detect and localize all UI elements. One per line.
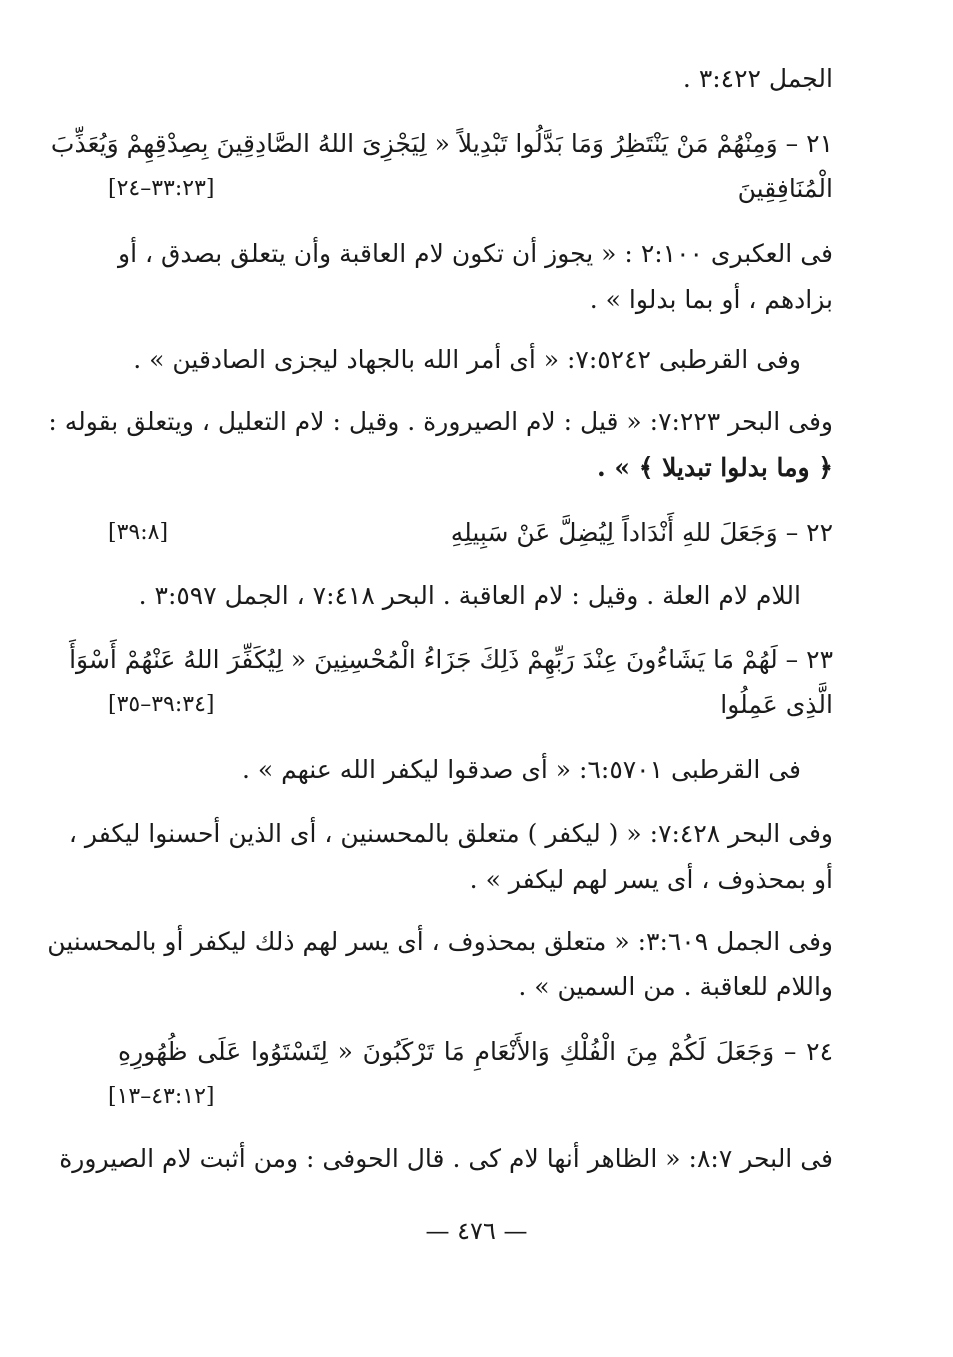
verse-22-reference: [٣٩:٨] [108, 520, 169, 545]
text-line: فى البحر ٨:٧: « الظاهر أنها لام كى . قال الحوفى : ومن أثبت لام الصيرورة [59, 1144, 833, 1173]
verse-23-line-2: الَّذِى عَمِلُوا [720, 690, 833, 719]
page-number: — ٤٧٦ — [425, 1217, 528, 1245]
text-line: ﴿ وما بدلوا تبديلا ﴾ » . [597, 453, 833, 482]
text-line: اللام لام العلة . وقيل : لام العاقبة . البحر ٧:٤١٨ ، الجمل ٣:٥٩٧ . [138, 581, 801, 610]
verse-21-line-1: ٢١ – وَمِنْهُمْ مَنْ يَنْتَظِرُ وَمَا بَدَّلُوا تَبْدِيلاً « لِيَجْزِىَ اللهُ الصَّادِقِينَ بِصِدْقِهِمْ وَيُعَذِّبَ [50, 129, 833, 158]
text-line: وفى القرطبى ٧:٥٢٤٢: « أى أمر الله بالجهاد ليجزى الصادقين » . [133, 345, 801, 374]
text-line: بزادهم ، أو بما بدلوا » . [589, 285, 833, 314]
verse-23-reference: [٣٩:٣٤–٣٥] [108, 692, 215, 717]
verse-24-reference: [٤٣:١٢–١٣] [108, 1084, 215, 1109]
verse-21-reference: [٣٣:٢٣–٢٤] [108, 176, 215, 201]
text-line: فى القرطبى ٦:٥٧٠١: « أى صدقوا ليكفر الله عنهم » . [241, 755, 801, 784]
text-line: فى العكبرى ٢:١٠٠ : « يجوز أن تكون لام العاقبة وأن يتعلق بصدق ، أو [118, 239, 833, 268]
verse-24-line: ٢٤ – وَجَعَلَ لَكُمْ مِنَ الْفُلْكِ وَالأَنْعَامِ مَا تَرْكَبُونَ « لِتَسْتَوُوا عَلَى ظُهُورِهِ [118, 1037, 833, 1066]
text-line: واللام للعاقبة . من السمين » . [518, 972, 833, 1001]
text-line: وفى البحر ٧:٢٢٣: « قيل : لام الصيرورة . وقيل : لام التعليل ، ويتعلق بقوله : [48, 407, 833, 436]
text-line: وفى الجمل ٣:٦٠٩: « متعلق بمحذوف ، أى يسر لهم ذلك ليكفر أو بالمحسنين [47, 927, 833, 956]
verse-21-line-2: الْمُنَافِقِينَ [737, 174, 833, 203]
verse-23-line-1: ٢٣ – لَهُمْ مَا يَشَاءُونَ عِنْدَ رَبِّهِمْ ذَلِكَ جَزَاءُ الْمُحْسِنِينَ « لِيُكَفِّرَ اللهُ عَنْهُمْ أَسْوَأَ [69, 645, 833, 674]
text-line: الجمل ٣:٤٢٢ . [682, 64, 833, 93]
verse-22-line: ٢٢ – وَجَعَلَ للهِ أَنْدَاداً لِيُضِلَّ عَنْ سَبِيلِهِ [450, 518, 833, 547]
text-line: أو بمحذوف ، أى يسر لهم ليكفر » . [469, 865, 833, 894]
text-line: وفى البحر ٧:٤٢٨: « ( ليكفر ) متعلق بالمحسنين ، أى الذين أحسنوا ليكفر ، [68, 819, 833, 848]
